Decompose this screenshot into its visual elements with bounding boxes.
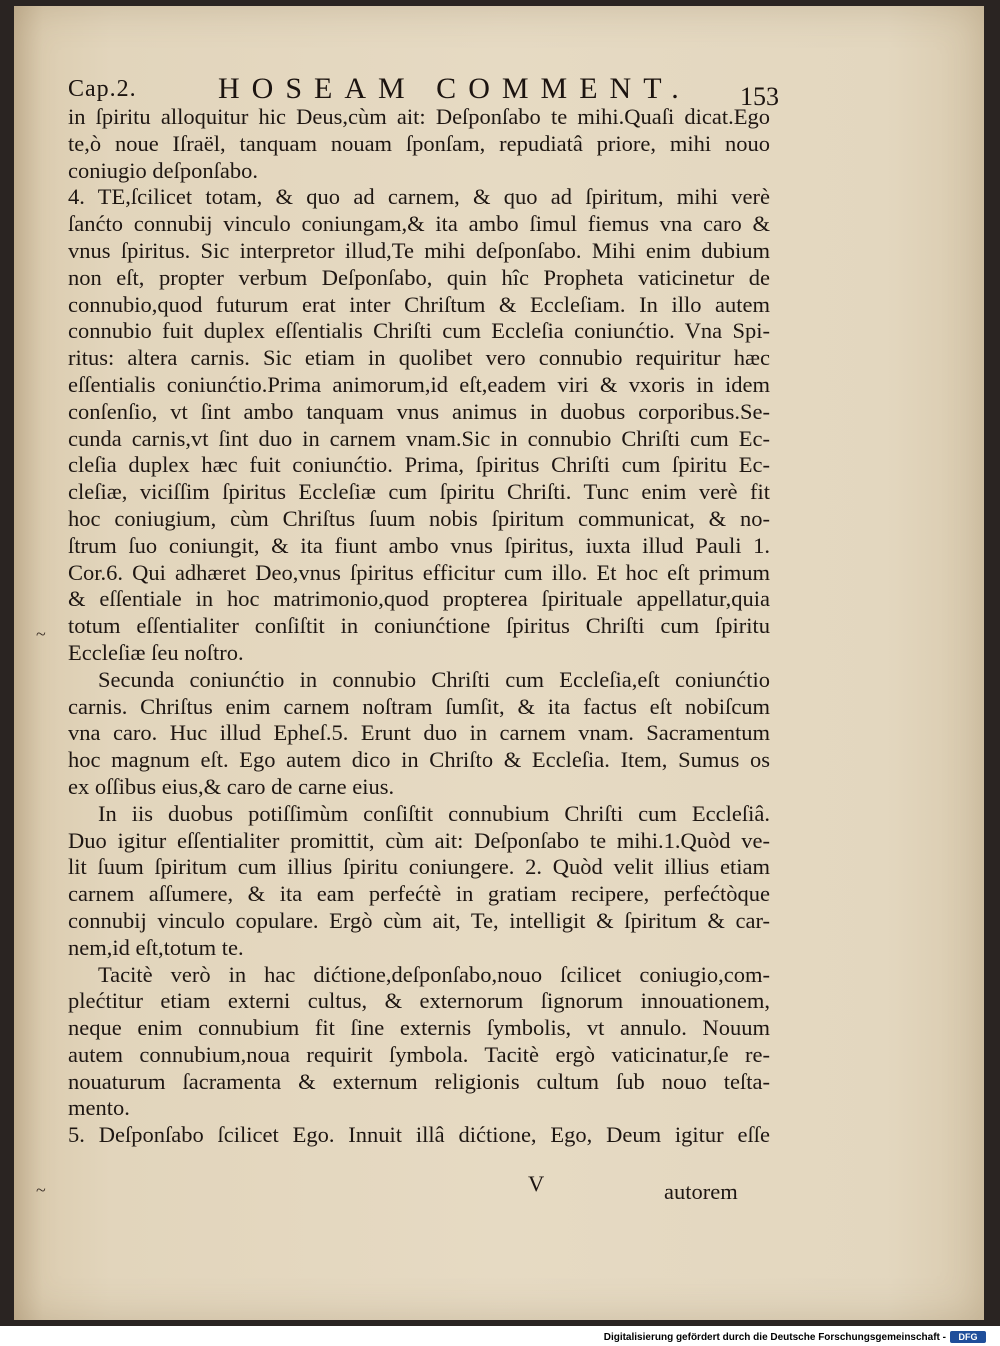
text-line: connubio fuit duplex eſſentialis Chriſti cum Eccleſia coniunćtio. Vna Spi-: [68, 318, 770, 344]
dfg-logo: DFG: [950, 1331, 986, 1343]
text-line: carnem aſſumere, & ita eam perfećtè in gratiam recipere, perfećtòque: [68, 881, 770, 907]
text-line: non eſt, propter verbum Deſponſabo, quin hîc Propheta vaticinetur de: [68, 264, 770, 290]
text-line: in ſpiritu alloquitur hic Deus,cùm ait: Deſponſabo te mihi.Quaſi dicat.Ego: [68, 104, 770, 129]
text-line: coniugio deſponſabo.: [68, 157, 258, 183]
text-line: nouaturum ſacramenta & externum religionis cultum ſub nouo teſta-: [68, 1068, 770, 1094]
text-line: connubio,quod futurum erat inter Chriſtum & Eccleſiam. In illo autem: [68, 291, 770, 317]
text-line: ex oſſibus eius,& caro de carne eius.: [68, 773, 395, 799]
text-line: 4. TE,ſcilicet totam, & quo ad carnem, & quo ad ſpiritum, mihi verè: [68, 184, 770, 210]
catchword: autorem: [664, 1179, 738, 1204]
text-line: 5. Deſponſabo ſcilicet Ego. Innuit illâ dićtione, Ego, Deum igitur eſſe: [68, 1122, 770, 1148]
signature-mark: V: [528, 1171, 545, 1196]
text-line: ritus: altera carnis. Sic etiam in quolibet vero connubio requiritur hæc: [68, 345, 770, 371]
text-line: cunda carnis,vt ſint duo in carnem vnam.Sic in connubio Chriſti cum Ec-: [68, 425, 770, 451]
text-line: ſanćto connubij vinculo coniungam,& ita ambo ſimul fiemus vna caro &: [68, 211, 770, 237]
credit-text: Digitalisierung gefördert durch die Deutsche Forschungsgemeinschaft -: [603, 1332, 946, 1343]
text-line: cleſiæ, viciſſim ſpiritus Eccleſiæ cum ſpiritu Chriſti. Tunc enim verè fit: [68, 479, 770, 505]
page-foot: [68, 1171, 770, 1204]
text-line: vna caro. Huc illud Epheſ.5. Erunt duo in carnem vnam. Sacramentum: [68, 720, 770, 746]
text-line: Cor.6. Qui adhæret Deo,vnus ſpiritus efficitur cum illo. Et hoc eſt primum: [68, 559, 770, 585]
margin-mark: ~: [36, 624, 46, 644]
body-text: [68, 104, 770, 1149]
text-line: hoc coniugium, cùm Chriſtus ſuum nobis ſpiritum communicat, & no-: [68, 505, 770, 531]
text-line: te,ò noue Iſraël, tanquam nouam ſponſam, repudiatâ priore, mihi nouo: [68, 130, 770, 156]
text-line: Tacitè verò in hac dićtione,deſponſabo,nouo ſcilicet coniugio,com-: [98, 961, 770, 987]
page-number: 153: [740, 82, 779, 111]
text-line: ſtrum ſuo coniungit, & ita fiunt ambo vnus ſpiritus, iuxta illud Pauli 1.: [68, 532, 770, 558]
text-line: cleſia duplex hæc fuit coniunćtio. Prima, ſpiritus Chriſti cum ſpiritu Ec-: [68, 452, 770, 478]
text-line: nem,id eſt,totum te.: [68, 934, 244, 960]
text-line: neque enim connubium fit ſine externis ſymbolis, vt annulo. Nouum: [68, 1015, 770, 1041]
text-line: hoc magnum eſt. Ego autem dico in Chriſto & Eccleſia. Item, Sumus os: [68, 747, 770, 773]
text-line: vnus ſpiritus. Sic interpretor illud,Te mihi deſponſabo. Mihi enim dubium: [68, 237, 770, 263]
text-line: totum eſſentialiter conſiſtit in coniunćtione ſpiritus Chriſti cum ſpiritu: [68, 613, 770, 639]
text-line: Secunda coniunćtio in connubio Chriſti cum Eccleſia,eſt coniunćtio: [98, 666, 770, 692]
text-line: Duo igitur eſſentialiter promittit, cùm ait: Deſponſabo te mihi.1.Quòd ve-: [68, 827, 770, 853]
text-line: connubij vinculo copulare. Ergò cùm ait, Te, intelligit & ſpiritum & car-: [68, 907, 770, 933]
text-line: autem connubium,noua requirit ſymbola. Tacitè ergò vaticinatur,ſe re-: [68, 1041, 770, 1067]
digitization-credit: [0, 1330, 1000, 1346]
text-line: plećtitur etiam externi cultus, & externorum ſignorum innouationem,: [68, 988, 770, 1014]
text-line: & eſſentiale in hoc matrimonio,quod propterea ſpirituale appellatur,quia: [68, 586, 770, 612]
margin-mark: ~: [36, 1180, 46, 1200]
text-line: conſenſio, vt ſint ambo tanquam vnus animus in duobus corporibus.Se-: [68, 398, 770, 424]
text-line: eſſentialis coniunćtio.Prima animorum,id eſt,eadem viri & vxoris in idem: [68, 371, 770, 397]
running-title: HOSEAM COMMENT.: [218, 72, 691, 105]
text-line: In iis duobus potiſſimùm conſiſtit connubium Chriſti cum Eccleſiâ.: [98, 800, 770, 826]
chapter-label: Cap.2.: [68, 76, 137, 102]
text-line: lit ſuum ſpiritum cum illius ſpiritu coniungere. 2. Quòd velit illius etiam: [68, 854, 770, 880]
text-line: mento.: [68, 1095, 130, 1121]
text-line: carnis. Chriſtus enim carnem noſtram ſumſit, & ita factus eſt nobiſcum: [68, 693, 770, 719]
text-line: Eccleſiæ ſeu noſtro.: [68, 639, 244, 665]
